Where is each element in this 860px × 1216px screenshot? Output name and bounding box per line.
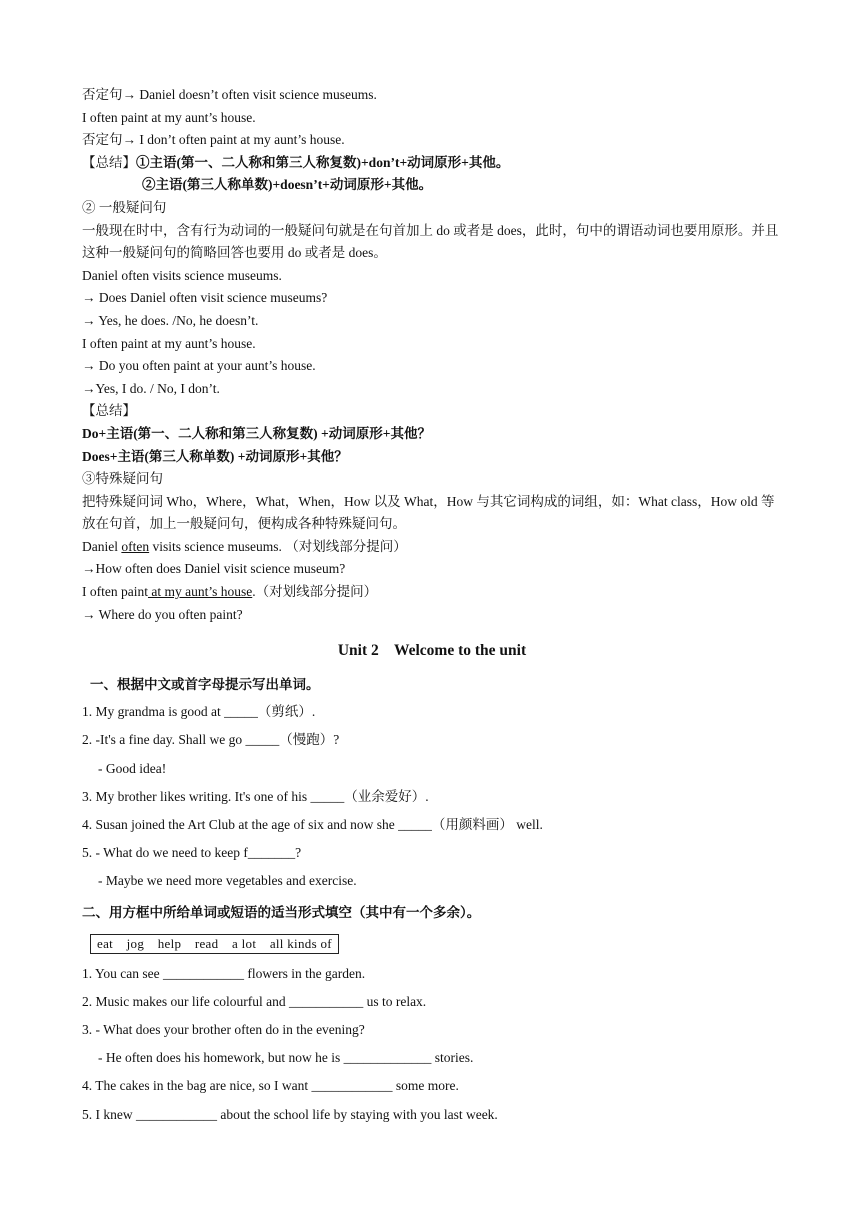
special-example-answer-2: → Where do you often paint? (82, 606, 243, 622)
question: 4. The cakes in the bag are nice, so I want ____________ some more. (82, 1078, 459, 1094)
summary-rule-2: ②主语(第三人称单数)+doesn’t+动词原形+其他。 (142, 177, 433, 193)
summary-2-rule-1: Do+主语(第一、二人称和第三人称复数) +动词原形+其他？ (82, 425, 431, 441)
example-line: → Does Daniel often visit science museums? (82, 290, 328, 306)
summary-label: 【总结】 (82, 154, 136, 170)
example-sentence: I often paint at my aunt’s house. (82, 109, 256, 125)
word-bank-box (90, 934, 339, 954)
example-line: Daniel often visits science museums. (82, 267, 282, 283)
underlined-text: at my aunt’s house (147, 584, 253, 600)
text: I often paint (82, 584, 148, 600)
word-bank-item: jog (126, 935, 145, 951)
text: Daniel (82, 538, 122, 554)
section-2-heading: 二、用方框中所给单词或短语的适当形式填空（其中有一个多余）。 (82, 904, 481, 920)
answer-line: - He often does his homework, but now he is _____________ stories. (98, 1050, 474, 1066)
special-example-1 (82, 536, 782, 559)
text: visits science museums. （对划线部分提问） (149, 538, 407, 554)
special-example-answer-1: →How often does Daniel visit science museum? (82, 561, 346, 577)
word-bank-item: eat (97, 935, 114, 951)
underlined-text: often (121, 538, 150, 554)
unit-title: Unit 2 Welcome to the unit (337, 642, 527, 660)
heading-special-question: ③特殊疑问句 (82, 471, 163, 487)
text: .（对划线部分提问） (252, 584, 378, 600)
negative-example-1: 否定句→ Daniel doesn’t often visit science museums. (82, 87, 377, 102)
question: 3. - What does your brother often do in the evening? (82, 1022, 365, 1038)
answer-line: - Good idea! (98, 760, 167, 776)
summary-1 (82, 152, 782, 175)
question: 4. Susan joined the Art Club at the age of six and now she _____（用颜料画） well. (82, 817, 543, 833)
question: 1. You can see ____________ flowers in the garden. (82, 965, 366, 981)
paragraph-special-question: 把特殊疑问词 Who，Where，What，When，How 以及 What，How 与其它词构成的词组，如：What class，How old 等放在句首，加上一般疑问句，便构成各种特殊疑问句。 (82, 493, 775, 532)
question: 1. My grandma is good at _____（剪纸）. (82, 704, 316, 720)
word-bank-item: all kinds of (269, 935, 332, 951)
question: 2. -It's a fine day. Shall we go _____（慢跑）? (82, 732, 340, 748)
question: 2. Music makes our life colourful and ___________ us to relax. (82, 993, 427, 1009)
summary-2-label: 【总结】 (82, 403, 136, 419)
heading-general-question: ② 一般疑问句 (82, 199, 167, 215)
summary-2-rule-2: Does+主语(第三人称单数) +动词原形+其他？ (82, 448, 348, 464)
word-bank-item: read (194, 935, 219, 951)
negative-example-2: 否定句→ I don’t often paint at my aunt’s house. (82, 132, 345, 148)
word-bank-item: a lot (232, 935, 257, 951)
question: 5. - What do we need to keep f_______? (82, 845, 302, 861)
summary-rule-1: ①主语(第一、二人称和第三人称复数)+don’t+动词原形+其他。 (136, 154, 510, 170)
word-bank-item: help (157, 935, 182, 951)
example-line: I often paint at my aunt’s house. (82, 335, 256, 351)
paragraph-general-question: 一般现在时中，含有行为动词的一般疑问句就是在句首加上 do 或者是 does，此时，句中的谓语动词也要用原形。并且这种一般疑问句的简略回答也要用 do 或者是 does。 (82, 222, 779, 261)
example-line: → Do you often paint at your aunt’s house. (82, 358, 316, 374)
answer-line: - Maybe we need more vegetables and exercise. (98, 873, 357, 889)
example-line: → Yes, he does. /No, he doesn’t. (82, 312, 259, 328)
special-example-2 (82, 581, 782, 604)
section-1-heading: 一、根据中文或首字母提示写出单词。 (90, 677, 320, 693)
question: 3. My brother likes writing. It's one of his _____（业余爱好）. (82, 788, 429, 804)
question: 5. I knew ____________ about the school life by staying with you last week. (82, 1106, 498, 1122)
example-line: →Yes, I do. / No, I don’t. (82, 380, 220, 396)
document-page (82, 84, 782, 1129)
